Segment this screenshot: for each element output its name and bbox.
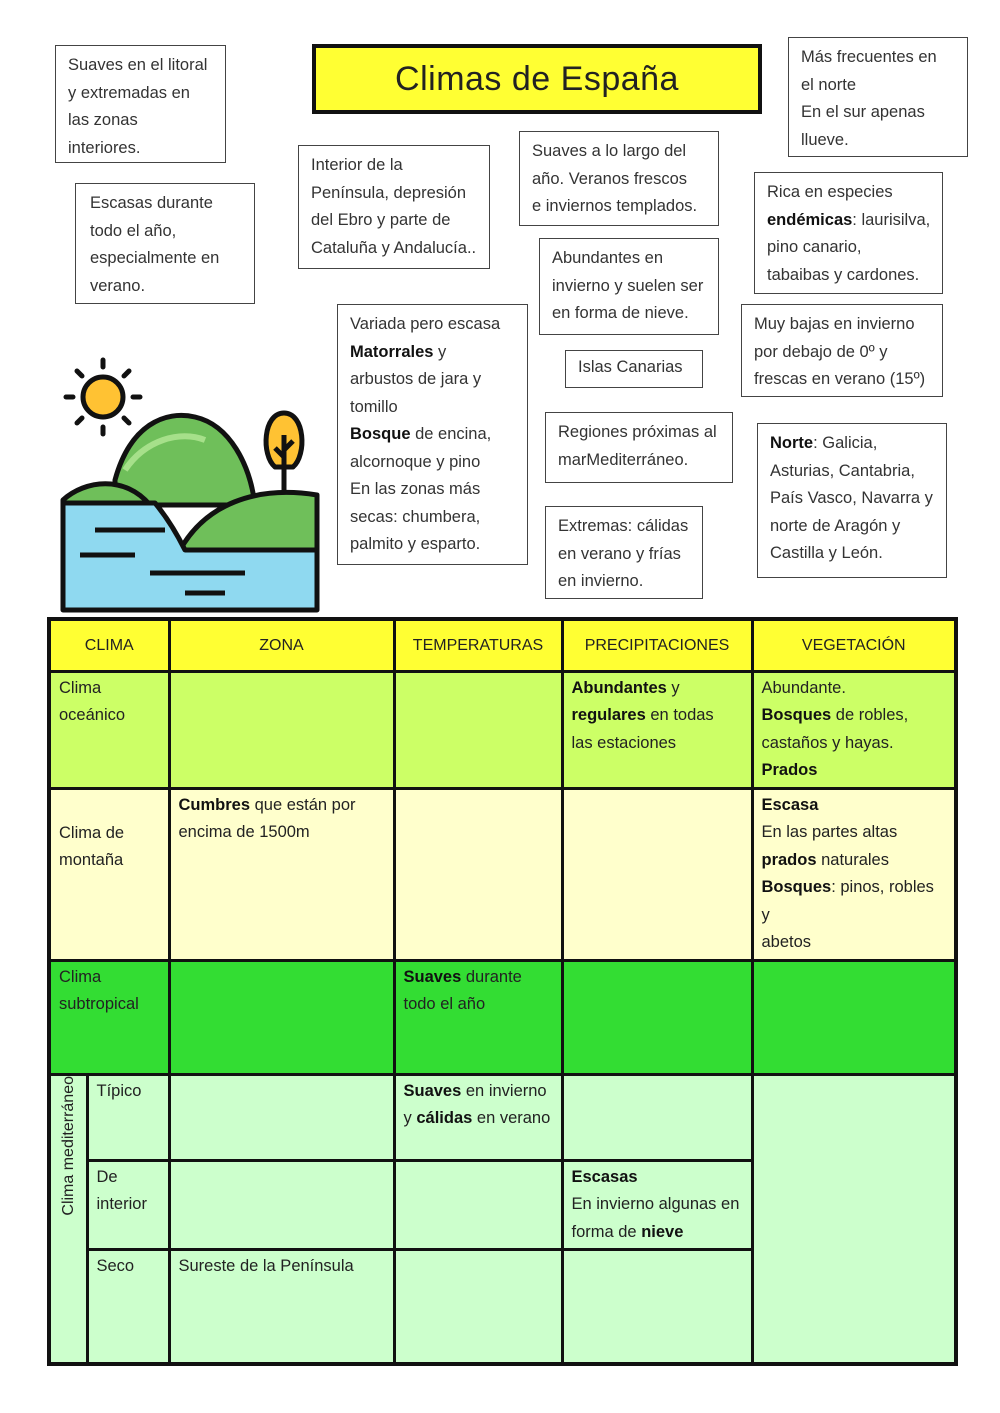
cell-text: : pinos, robles y [761, 878, 934, 924]
card-line [767, 207, 930, 235]
card-line: especialmente en [90, 249, 220, 267]
card-text: Asturias, Cantabria, [770, 461, 915, 480]
card-line: Península, depresión [311, 183, 467, 202]
cell-vegetacion-montana [752, 788, 956, 960]
cell-text: encima de 1500m [178, 823, 310, 841]
card-text: secas: chumbera, [350, 507, 481, 526]
page-title [312, 44, 762, 114]
card-text: : Galicia, [813, 434, 878, 452]
card-line [350, 421, 515, 449]
cell-line [179, 792, 385, 820]
card-line: Abundantes en [552, 249, 664, 267]
card-bold: endémicas [767, 210, 853, 229]
card-rica-especies[interactable] [754, 172, 943, 294]
cell-line [762, 874, 947, 929]
card-text: pino canario, [767, 238, 862, 256]
cell-line [404, 1078, 553, 1106]
cell-zona-montana [169, 788, 394, 960]
card-line: del Ebro y parte de [311, 211, 451, 229]
card-line [350, 476, 515, 504]
cell-line: interior [96, 1195, 147, 1213]
cell-line [572, 1219, 743, 1247]
cell-line: oceánico [59, 706, 126, 724]
header-clima: CLIMA [49, 619, 169, 671]
header-zona: ZONA [169, 619, 394, 671]
cell-bold: regulares [571, 706, 646, 724]
cell-bold: Bosques [761, 706, 832, 724]
cell-line [179, 819, 385, 847]
card-text: País Vasco, Navarra y [770, 489, 933, 507]
cell-text: y [666, 678, 680, 697]
cell-clima-mediterraneo [49, 1074, 87, 1364]
cell-line: De [96, 1167, 118, 1186]
card-line [350, 531, 515, 559]
cell-text: durante [461, 967, 522, 986]
cell-text: naturales [816, 850, 889, 869]
card-line [767, 262, 930, 290]
card-line: Suaves a lo largo del [532, 142, 687, 160]
cell-text: en todas [645, 706, 714, 724]
cell-line [762, 847, 947, 875]
cell-line: Clima [59, 967, 102, 986]
cell-text: forma de [571, 1222, 642, 1241]
cell-line [572, 1191, 743, 1219]
cell-line: Clima de [59, 823, 125, 842]
card-line [350, 394, 515, 422]
cell-line [762, 730, 947, 758]
cell-line [572, 1164, 743, 1192]
cell-temperaturas-interior-dropzone[interactable] [394, 1160, 562, 1250]
cell-line [572, 730, 743, 758]
card-text: Rica en especies [767, 183, 893, 201]
cell-line [404, 991, 553, 1019]
sun-icon [66, 360, 140, 434]
climate-table [47, 617, 958, 1366]
card-line: Muy bajas en invierno [754, 315, 915, 333]
card-line: Islas Canarias [578, 358, 683, 376]
cell-bold: Abundantes [571, 678, 667, 697]
card-line: en forma de nieve. [552, 304, 689, 322]
table-row-oceanico [49, 671, 956, 788]
cell-precipitaciones-seco-dropzone[interactable] [562, 1250, 752, 1364]
header-vegetacion: VEGETACIÓN [752, 619, 956, 671]
cell-clima-subtropical [49, 960, 169, 1074]
card-text: palmito y esparto. [350, 535, 481, 553]
card-bold: Norte [770, 434, 814, 452]
header-temperaturas: TEMPERATURAS [394, 619, 562, 671]
cell-line [404, 1105, 553, 1133]
card-norte-regiones[interactable] [757, 423, 947, 578]
card-line: Interior de la [311, 156, 403, 174]
cell-vegetacion-mediterraneo-dropzone[interactable] [752, 1074, 956, 1364]
card-text: Castilla y León. [770, 544, 883, 562]
card-text: Variada pero escasa [350, 315, 501, 333]
cell-bold: Suaves [403, 1081, 462, 1100]
card-text: alcornoque y pino [350, 452, 481, 471]
card-line: el norte [801, 75, 857, 94]
card-line: interiores. [68, 138, 141, 157]
card-line: Suaves en el litoral [68, 56, 208, 74]
card-muy-bajas[interactable] [741, 304, 943, 397]
card-text: En las zonas más [350, 480, 481, 498]
card-line [767, 234, 930, 262]
cell-text: abetos [761, 933, 812, 951]
card-text: arbustos de jara y [350, 370, 482, 388]
cell-temperaturas-subtropical [394, 960, 562, 1074]
card-line [350, 504, 515, 532]
card-text: y [433, 342, 447, 361]
cell-zona-seco: Sureste de la Península [169, 1250, 394, 1364]
cell-bold: Escasas [571, 1167, 638, 1186]
cell-temperaturas-tipico [394, 1074, 562, 1160]
header-precipitaciones: PRECIPITACIONES [562, 619, 752, 671]
table-header-row [49, 619, 956, 671]
card-line: llueve. [801, 130, 849, 149]
card-regiones-mediterraneo[interactable] [545, 412, 733, 483]
card-interior-peninsula[interactable] [298, 145, 490, 269]
card-line: por debajo de 0º y [754, 342, 888, 361]
cell-text: y [403, 1109, 417, 1127]
cell-text: en invierno [461, 1081, 547, 1100]
card-extremas[interactable] [545, 506, 703, 599]
cell-subtipo-tipico: Típico [87, 1074, 169, 1160]
card-line: Escasas durante [90, 194, 213, 212]
card-line [770, 513, 934, 541]
cell-line [762, 757, 947, 785]
cell-zona-subtropical-dropzone[interactable] [169, 960, 394, 1074]
card-line [770, 458, 934, 486]
cell-line [762, 675, 947, 703]
cell-line [762, 819, 947, 847]
card-suaves-litoral[interactable] [55, 45, 226, 163]
card-line: en invierno. [558, 572, 644, 590]
cell-line: subtropical [59, 995, 139, 1013]
card-islas-canarias[interactable] [565, 350, 703, 388]
card-text: de encina, [410, 425, 492, 443]
card-line: Cataluña y Andalucía.. [311, 238, 477, 257]
card-line [770, 485, 934, 513]
cell-line [572, 702, 743, 730]
card-line [770, 540, 934, 568]
table-row-montana [49, 788, 956, 960]
cell-text: de robles, [831, 706, 909, 724]
card-line [350, 449, 515, 477]
card-line: frescas en verano (15º) [754, 370, 926, 388]
card-line: verano. [90, 276, 146, 295]
card-text: tabaibas y cardones. [767, 265, 920, 284]
card-variada-escasa[interactable] [337, 304, 528, 565]
cell-precipitaciones-interior [562, 1160, 752, 1250]
card-line [767, 179, 930, 207]
card-bold: Matorrales [350, 342, 434, 361]
cell-text: En las partes altas [761, 823, 898, 841]
card-line [770, 430, 934, 458]
cell-line [572, 675, 743, 703]
cell-zona-oceanico-dropzone[interactable] [169, 671, 394, 788]
tree-icon [266, 413, 302, 495]
cell-temperaturas-oceanico-dropzone[interactable] [394, 671, 562, 788]
card-abundantes-invierno[interactable] [539, 238, 719, 335]
card-line: las zonas [68, 111, 138, 129]
cell-temperaturas-seco-dropzone[interactable] [394, 1250, 562, 1364]
card-line: Más frecuentes en [801, 48, 937, 66]
card-line: e inviernos templados. [532, 197, 698, 215]
cell-bold: Prados [761, 761, 818, 779]
card-line: en verano y frías [558, 544, 681, 563]
cell-line [762, 792, 947, 820]
cell-bold: nieve [641, 1222, 684, 1241]
card-escasas-todo-ano[interactable] [75, 183, 255, 304]
card-line [350, 311, 515, 339]
cell-text: todo el año [403, 995, 486, 1013]
cell-line [762, 929, 947, 957]
card-text: norte de Aragón y [770, 516, 901, 535]
cell-bold: Bosques [761, 878, 832, 896]
cell-text: En invierno algunas en [571, 1195, 740, 1213]
cell-precipitaciones-oceanico [562, 671, 752, 788]
cell-text: las estaciones [571, 733, 677, 752]
table-row-subtropical [49, 960, 956, 1074]
cell-line [762, 702, 947, 730]
cell-subtipo-interior [87, 1160, 169, 1250]
cell-bold: Escasa [761, 795, 819, 814]
cell-vegetacion-oceanico [752, 671, 956, 788]
card-suaves-largo-ano[interactable] [519, 131, 719, 226]
card-line: Regiones próximas al [558, 423, 717, 441]
mediterraneo-vertical-label: Clima mediterráneo [59, 1075, 77, 1216]
card-line: invierno y suelen ser [552, 276, 704, 295]
cell-line: Clima [59, 678, 102, 697]
card-line [350, 366, 515, 394]
cell-text: que están por [250, 795, 356, 814]
cell-bold: prados [761, 850, 817, 869]
card-line: todo el año, [90, 221, 177, 240]
cell-bold: Cumbres [178, 795, 251, 814]
cell-vegetacion-subtropical-dropzone[interactable] [752, 960, 956, 1074]
cell-clima-oceanico [49, 671, 169, 788]
cell-zona-interior-dropzone[interactable] [169, 1160, 394, 1250]
card-text: tomillo [350, 397, 398, 416]
card-mas-frecuentes-norte[interactable] [788, 37, 968, 157]
landscape-illustration [55, 355, 325, 615]
card-line: En el sur apenas [801, 103, 925, 121]
cell-bold: Suaves [403, 967, 462, 986]
cell-subtipo-seco: Seco [87, 1250, 169, 1364]
cell-precipitaciones-montana-dropzone[interactable] [562, 788, 752, 960]
cell-clima-montana [49, 788, 169, 960]
cell-zona-tipico-dropzone[interactable] [169, 1074, 394, 1160]
card-text: : laurisilva, [852, 210, 931, 229]
cell-line [404, 964, 553, 992]
cell-text: en verano [472, 1109, 551, 1127]
card-line: y extremadas en [68, 83, 190, 102]
cell-precipitaciones-subtropical-dropzone[interactable] [562, 960, 752, 1074]
cell-precipitaciones-tipico-dropzone[interactable] [562, 1074, 752, 1160]
cell-bold: cálidas [416, 1109, 473, 1127]
table-row-mediterraneo-tipico [49, 1074, 956, 1160]
page-title-text: Climas de España [395, 59, 679, 98]
cell-text: castaños y hayas. [761, 733, 894, 752]
cell-line: montaña [59, 851, 124, 869]
card-bold: Bosque [350, 425, 411, 443]
card-line: marMediterráneo. [558, 450, 689, 469]
cell-temperaturas-montana-dropzone[interactable] [394, 788, 562, 960]
cell-text: Abundante. [761, 678, 846, 697]
card-line: año. Veranos frescos [532, 169, 688, 188]
card-line [350, 339, 515, 367]
card-line: Extremas: cálidas [558, 517, 689, 535]
